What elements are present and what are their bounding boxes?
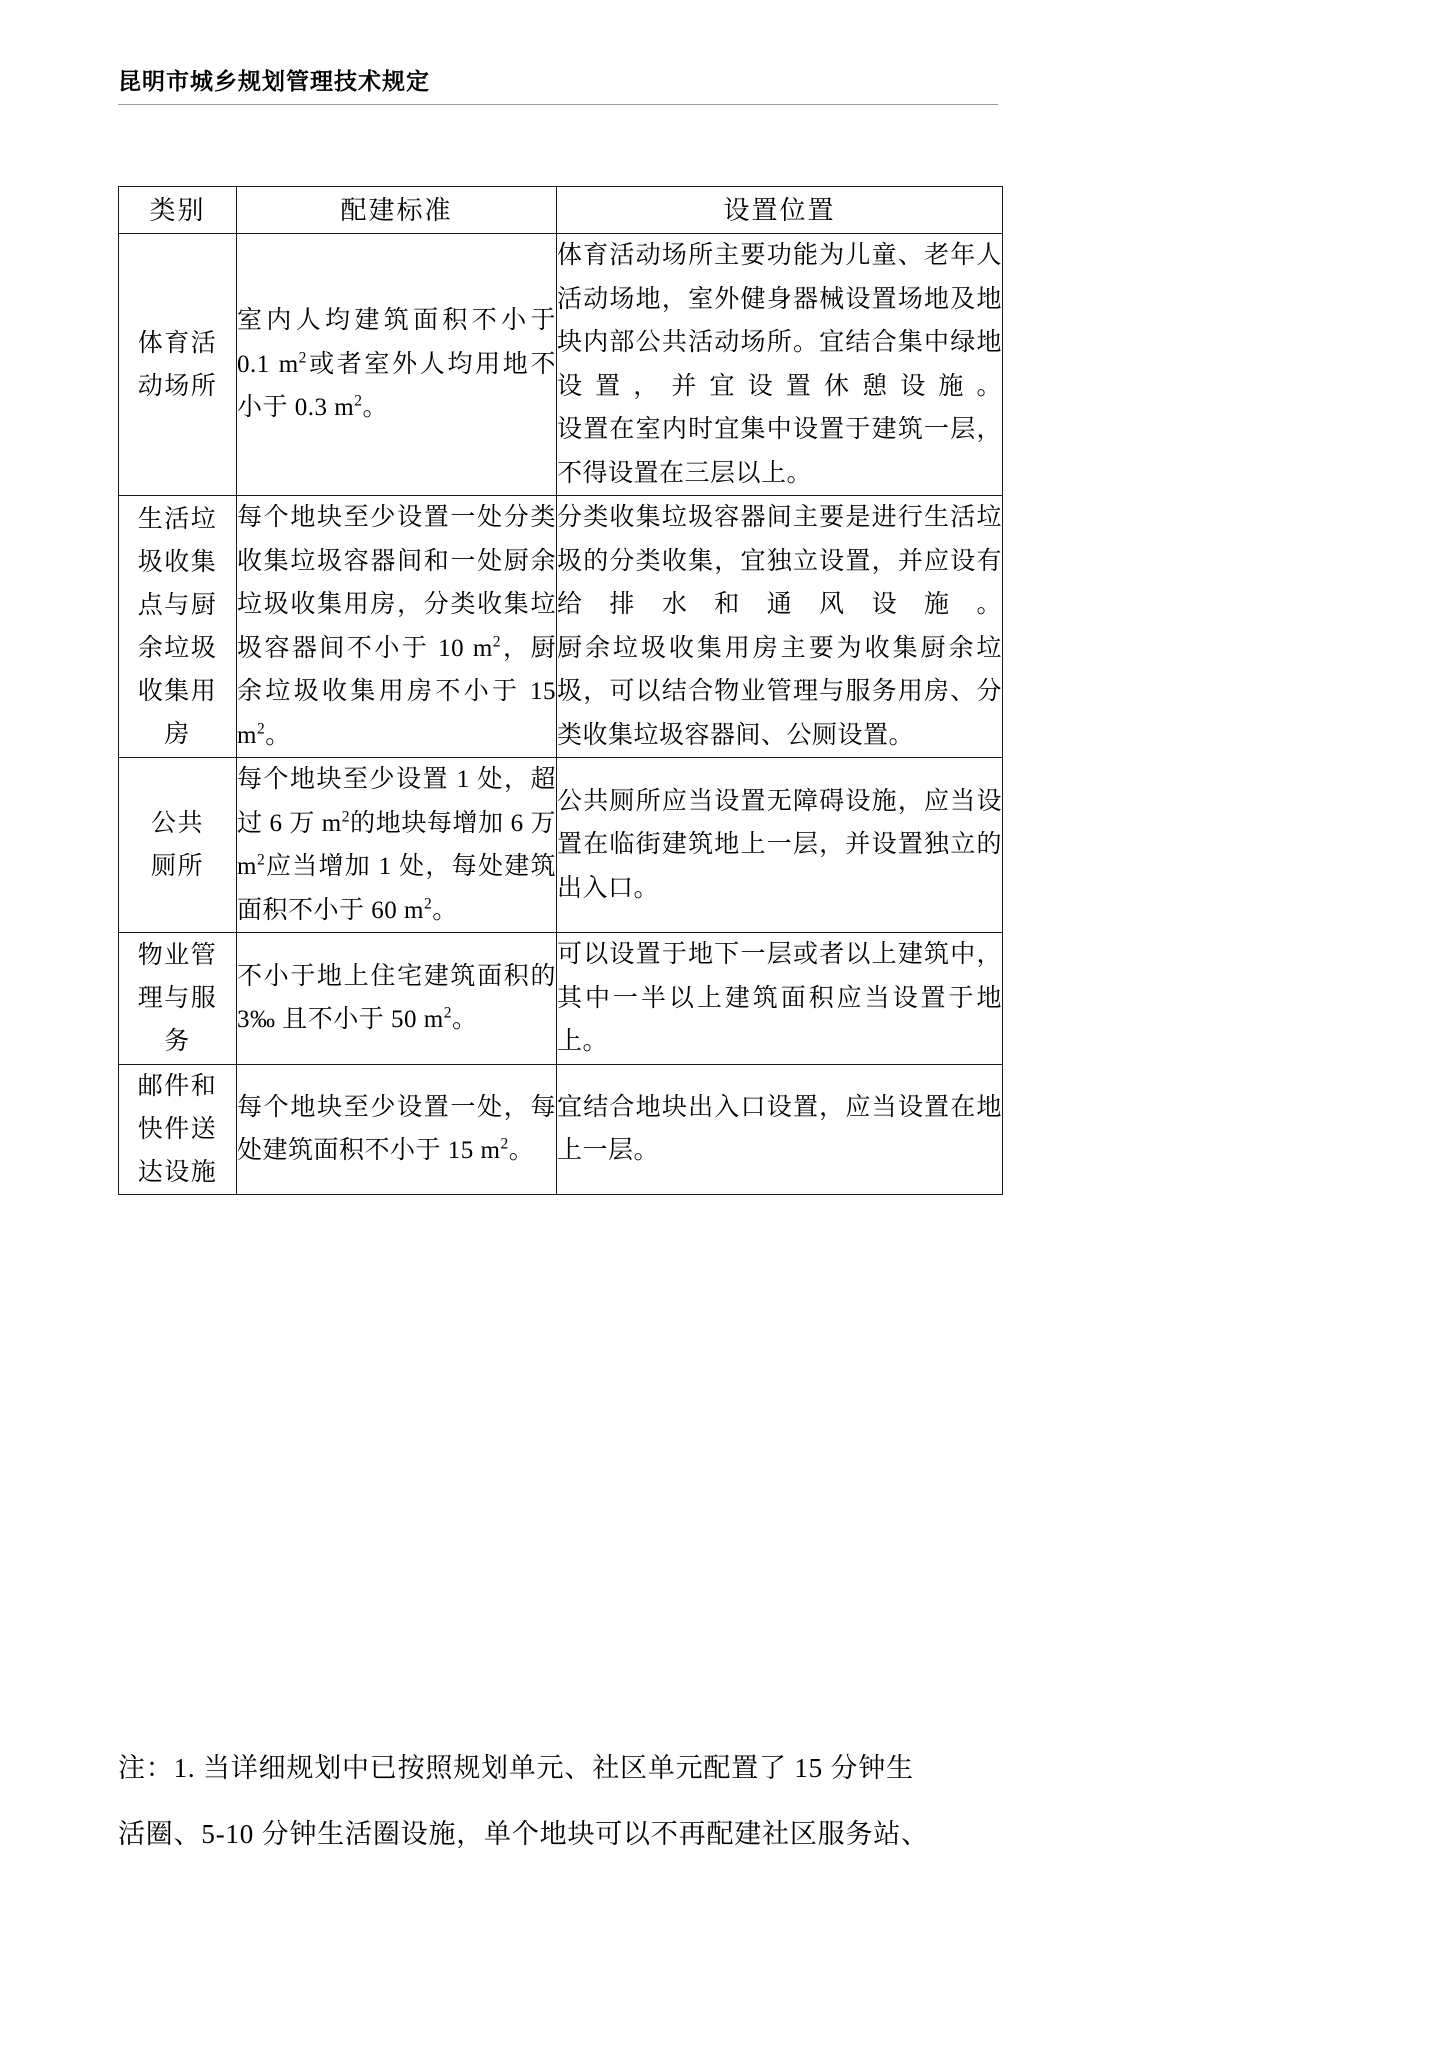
category-line: 务 <box>164 1027 191 1055</box>
table-row <box>119 496 1003 758</box>
standard-text: 每个地块至少设置一处分类收集垃圾容器间和一处厨余垃圾收集用房，分类收集垃圾容器间不小于 10 $m^2$，厨余垃圾收集用房不小于 15 $m^2$。 <box>237 504 556 749</box>
cell-category <box>119 758 237 933</box>
category-line: 快件送 <box>137 1115 218 1143</box>
column-header-category: 类别 <box>119 187 237 234</box>
header-title: 昆明市城乡规划管理技术规定 <box>118 69 430 94</box>
category-line: 收集用 <box>137 677 218 705</box>
category-line: 理与服 <box>137 984 218 1012</box>
location-paragraph: 设置在室内时宜集中设置于建筑一层，不得设置在三层以上。 <box>557 416 1002 487</box>
standard-text: 每个地块至少设置 1 处，超过 6 万 $m^2$的地块每增加 6 万 $m^2$应当增加 1 处，每处建筑面积不小于 60 $m^2$。 <box>237 766 556 924</box>
facility-requirements-table <box>118 186 1003 1195</box>
note-line: 活圈、5-10 分钟生活圈设施，单个地块可以不再配建社区服务站、 <box>118 1819 929 1850</box>
column-header-standard: 配建标准 <box>237 187 557 234</box>
cell-standard <box>237 234 557 496</box>
location-paragraph: 公共厕所应当设置无障碍设施，应当设置在临街建筑地上一层，并设置独立的出入口。 <box>557 787 1002 902</box>
category-line: 厕所 <box>150 853 204 880</box>
cell-category <box>119 933 237 1065</box>
category-line: 物业管 <box>137 941 218 969</box>
table-row <box>119 234 1003 496</box>
location-paragraph: 可以设置于地下一层或者以上建筑中，其中一半以上建筑面积应当设置于地上。 <box>557 941 1002 1055</box>
category-line: 点与厨 <box>137 591 218 619</box>
cell-standard <box>237 496 557 758</box>
table-row <box>119 1064 1003 1194</box>
category-line: 邮件和 <box>137 1072 218 1100</box>
category-line: 达设施 <box>137 1158 218 1186</box>
column-header-location: 设置位置 <box>557 187 1003 234</box>
cell-location <box>557 933 1003 1065</box>
cell-category <box>119 1064 237 1194</box>
cell-standard <box>237 758 557 933</box>
category-line: 圾收集 <box>137 548 218 576</box>
location-paragraph: 体育活动场所主要功能为儿童、老年人活动场地，室外健身器械设置场地及地块内部公共活动场所。宜结合集中绿地设置，并宜设置休憩设施。 <box>557 242 1002 400</box>
cell-location <box>557 496 1003 758</box>
table-row <box>119 933 1003 1065</box>
table-row <box>119 758 1003 933</box>
location-paragraph: 分类收集垃圾容器间主要是进行生活垃圾的分类收集，宜独立设置，并应设有给排水和通风设施。 <box>557 504 1002 618</box>
cell-category <box>119 496 237 758</box>
cell-location <box>557 234 1003 496</box>
cell-location <box>557 758 1003 933</box>
category-line: 动场所 <box>137 372 218 400</box>
page-header <box>118 66 998 105</box>
location-paragraph: 宜结合地块出入口设置，应当设置在地上一层。 <box>557 1093 1002 1164</box>
table-notes <box>118 1735 1008 1867</box>
note-line: 注：1. 当详细规划中已按照规划单元、社区单元配置了 15 分钟生 <box>118 1753 914 1783</box>
standard-text: 室内人均建筑面积不小于 0.1 $m^2$或者室外人均用地不小于 0.3 $m^2$。 <box>237 307 556 422</box>
cell-category <box>119 234 237 496</box>
category-line: 体育活 <box>137 329 218 357</box>
category-line: 公共 <box>150 810 204 837</box>
cell-location <box>557 1064 1003 1194</box>
standard-text: 每个地块至少设置一处，每处建筑面积不小于 15 $m^2$。 <box>237 1093 556 1164</box>
header-divider <box>118 104 998 105</box>
cell-standard <box>237 1064 557 1194</box>
location-paragraph: 厨余垃圾收集用房主要为收集厨余垃圾，可以结合物业管理与服务用房、分类收集垃圾容器间、公厕设置。 <box>557 634 1002 749</box>
category-line: 生活垃 <box>137 505 218 533</box>
cell-standard <box>237 933 557 1065</box>
table-header-row <box>119 187 1003 234</box>
category-line: 余垃圾 <box>137 634 218 662</box>
category-line: 房 <box>164 720 191 748</box>
standard-text: 不小于地上住宅建筑面积的 3‰ 且不小于 50 $m^2$。 <box>237 962 556 1034</box>
